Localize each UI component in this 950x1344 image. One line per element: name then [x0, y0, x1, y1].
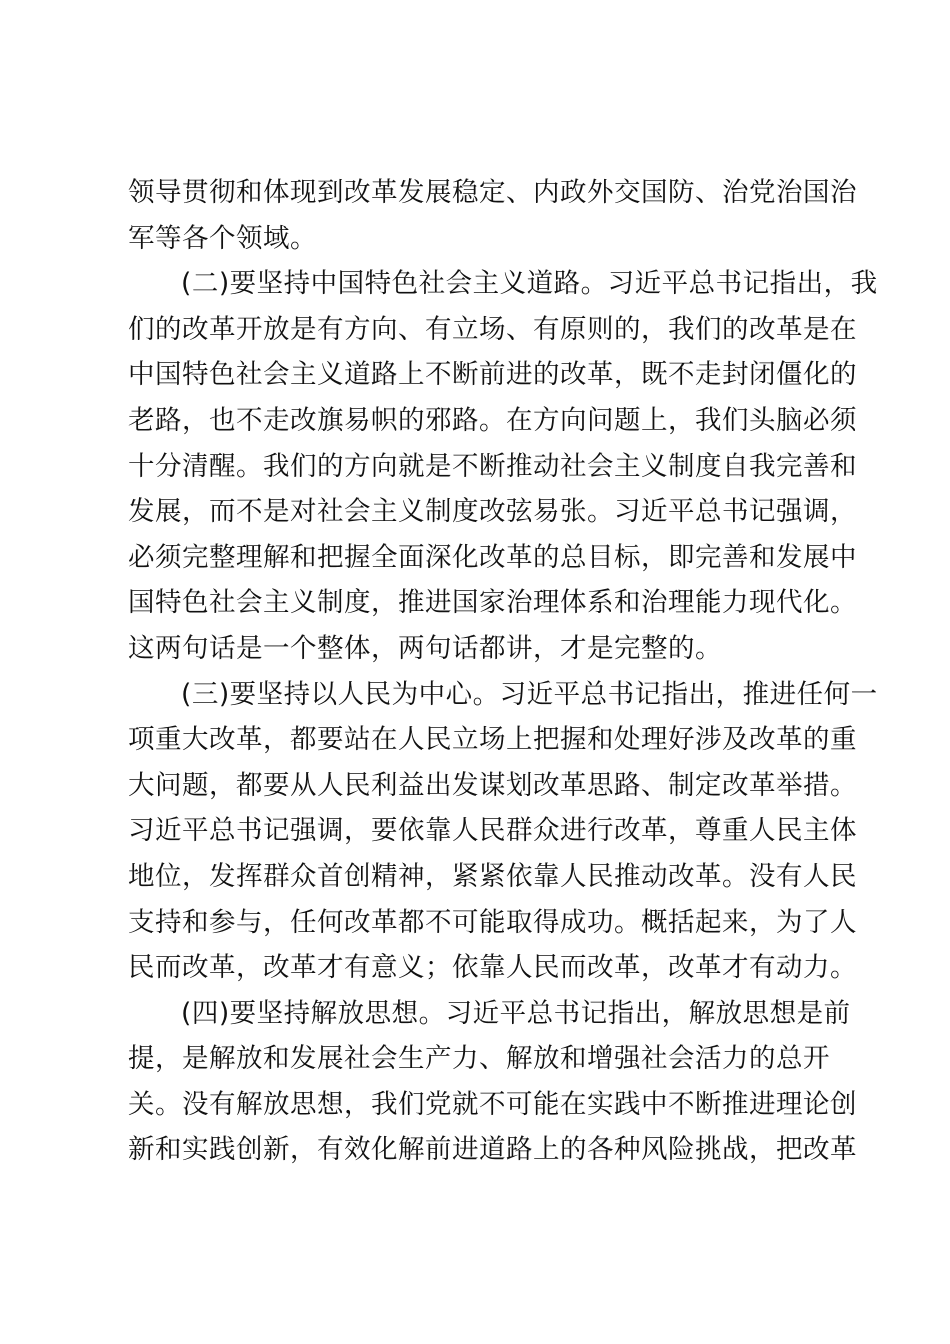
text-line: 们的改革开放是有方向、有立场、有原则的，我们的改革是在 [128, 313, 857, 345]
text-line: 中国特色社会主义道路上不断前进的改革，既不走封闭僵化的 [128, 359, 857, 391]
text-line: 项重大改革，都要站在人民立场上把握和处理好涉及改革的重 [128, 724, 857, 756]
text-line: 关。没有解放思想，我们党就不可能在实践中不断推进理论创 [128, 1088, 857, 1120]
paragraph-first-line: (四)要坚持解放思想。习近平总书记指出，解放思想是前 [181, 997, 851, 1029]
text-line: 习近平总书记强调，要依靠人民群众进行改革，尊重人民主体 [128, 815, 857, 847]
text-line: 支持和参与，任何改革都不可能取得成功。概括起来，为了人 [128, 906, 857, 938]
text-line: 发展，而不是对社会主义制度改弦易张。习近平总书记强调， [128, 496, 857, 528]
text-line: 提，是解放和发展社会生产力、解放和增强社会活力的总开 [128, 1043, 830, 1075]
paragraph-first-line: (二)要坚持中国特色社会主义道路。习近平总书记指出，我 [181, 268, 878, 300]
text-line: 这两句话是一个整体，两句话都讲，才是完整的。 [128, 632, 722, 664]
text-line: 军等各个领域。 [128, 222, 317, 254]
text-line: 民而改革，改革才有意义；依靠人民而改革，改革才有动力。 [128, 952, 857, 984]
text-line: 领导贯彻和体现到改革发展稳定、内政外交国防、治党治国治 [128, 177, 857, 208]
text-line: 国特色社会主义制度，推进国家治理体系和治理能力现代化。 [128, 587, 857, 619]
text-line: 十分清醒。我们的方向就是不断推动社会主义制度自我完善和 [128, 450, 857, 482]
text-line: 新和实践创新，有效化解前进道路上的各种风险挑战，把改革 [128, 1134, 857, 1166]
text-line: 大问题，都要从人民利益出发谋划改革思路、制定改革举措。 [128, 769, 857, 801]
text-line: 老路，也不走改旗易帜的邪路。在方向问题上，我们头脑必须 [128, 404, 857, 436]
text-line: 地位，发挥群众首创精神，紧紧依靠人民推动改革。没有人民 [128, 860, 857, 892]
body-text [128, 170, 878, 1173]
text-line: 必须完整理解和把握全面深化改革的总目标，即完善和发展中 [128, 541, 857, 573]
paragraph-first-line: (三)要坚持以人民为中心。习近平总书记指出，推进任何一 [181, 678, 878, 710]
